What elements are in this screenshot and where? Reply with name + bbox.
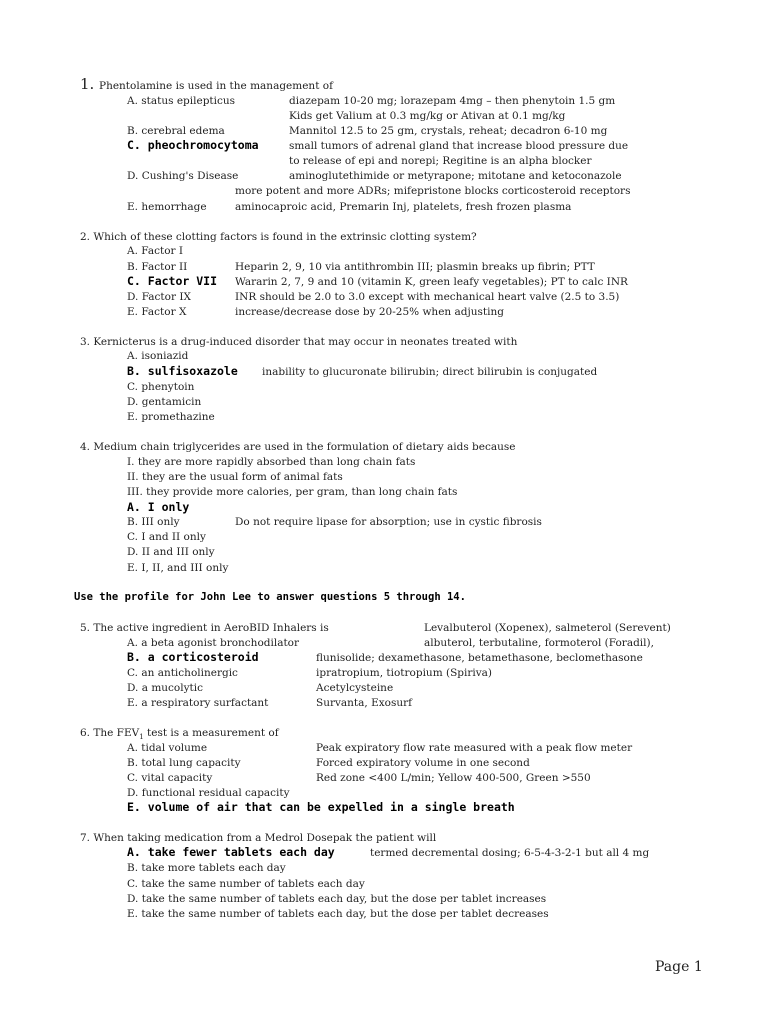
q1-note-a2: Kids get Valium at 0.3 mg/kg or Ativan at 0.1 mg/kg <box>289 110 566 122</box>
q1-note-e: aminocaproic acid, Premarin Inj, platelets, fresh frozen plasma <box>235 201 572 213</box>
q1-option-e: E. hemorrhage <box>127 201 207 213</box>
q3-option-d: D. gentamicin <box>127 396 202 408</box>
q1-option-a: A. status epilepticus <box>127 95 236 107</box>
q6-stem-subscript: 1 <box>139 733 144 742</box>
q6-option-e-answer: E. volume of air that can be expelled in a single breath <box>127 800 515 814</box>
q5-stem-note: Levalbuterol (Xopenex), salmeterol (Serevent) <box>424 622 671 634</box>
q4-statement-i: I. they are more rapidly absorbed than long chain fats <box>127 456 416 468</box>
q5-note-d: Acetylcysteine <box>316 682 394 694</box>
q4-statement-iii: III. they provide more calories, per gram, than long chain fats <box>127 486 458 498</box>
q5-note-c: ipratropium, tiotropium (Spiriva) <box>316 667 493 679</box>
question-3-stem: 3. Kernicterus is a drug-induced disorder that may occur in neonates treated with <box>80 336 518 348</box>
question-2-stem: 2. Which of these clotting factors is found in the extrinsic clotting system? <box>80 231 477 243</box>
question-1-stem: Phentolamine is used in the management of <box>99 80 333 92</box>
q7-option-c: C. take the same number of tablets each day <box>127 878 365 890</box>
q3-option-a: A. isoniazid <box>127 350 189 362</box>
q3-option-c: C. phenytoin <box>127 381 195 393</box>
q2-option-c-answer: C. Factor VII <box>127 274 218 288</box>
q2-note-e: increase/decrease dose by 20-25% when adjusting <box>235 306 504 318</box>
q6-note-a: Peak expiratory flow rate measured with a peak flow meter <box>316 742 633 754</box>
q7-option-a-answer: A. take fewer tablets each day <box>127 845 335 859</box>
question-4-stem: 4. Medium chain triglycerides are used in the formulation of dietary aids because <box>80 441 516 453</box>
q1-note-c1: small tumors of adrenal gland that increase blood pressure due <box>289 140 629 152</box>
q6-stem-pre: 6. The FEV <box>80 727 140 739</box>
q2-option-b: B. Factor II <box>127 261 188 273</box>
q7-option-e: E. take the same number of tablets each day, but the dose per tablet decreases <box>127 908 549 920</box>
q5-option-d: D. a mucolytic <box>127 682 203 694</box>
q1-note-d2: more potent and more ADRs; mifepristone blocks corticosteroid receptors <box>235 185 631 197</box>
q2-option-e: E. Factor X <box>127 306 187 318</box>
q2-note-c: Wararin 2, 7, 9 and 10 (vitamin K, green leafy vegetables); PT to calc INR <box>235 276 628 288</box>
q6-note-c: Red zone <400 L/min; Yellow 400-500, Green >550 <box>316 772 591 784</box>
q4-statement-ii: II. they are the usual form of animal fats <box>127 471 343 483</box>
q7-option-d: D. take the same number of tablets each day, but the dose per tablet increases <box>127 893 547 905</box>
q6-stem-post: test is a measurement of <box>143 727 279 739</box>
question-1-number: 1. <box>80 75 95 93</box>
q5-note-b: flunisolide; dexamethasone, betamethasone, beclomethasone <box>316 652 643 664</box>
q4-option-b: B. III only <box>127 516 180 528</box>
q4-option-c: C. I and II only <box>127 531 206 543</box>
q1-option-d: D. Cushing's Disease <box>127 170 239 182</box>
q1-option-b: B. cerebral edema <box>127 125 225 137</box>
q5-note-e: Survanta, Exosurf <box>316 697 413 709</box>
q7-option-b: B. take more tablets each day <box>127 862 286 874</box>
q4-option-d: D. II and III only <box>127 546 215 558</box>
q4-note-b: Do not require lipase for absorption; use in cystic fibrosis <box>235 516 542 528</box>
q1-note-b: Mannitol 12.5 to 25 gm, crystals, reheat; decadron 6-10 mg <box>289 125 608 137</box>
q6-option-a: A. tidal volume <box>127 742 208 754</box>
q1-note-a1: diazepam 10-20 mg; lorazepam 4mg – then phenytoin 1.5 gm <box>289 95 616 107</box>
q5-option-b-answer: B. a corticosteroid <box>127 650 259 664</box>
q3-option-e: E. promethazine <box>127 411 215 423</box>
q1-note-d1: aminoglutethimide or metyrapone; mitotane and ketoconazole <box>289 170 622 182</box>
q1-option-c-answer: C. pheochromocytoma <box>127 138 259 152</box>
q7-note-a: termed decremental dosing; 6-5-4-3-2-1 but all 4 mg <box>370 847 650 859</box>
q6-option-b: B. total lung capacity <box>127 757 241 769</box>
q5-option-e: E. a respiratory surfactant <box>127 697 269 709</box>
q4-option-a-answer: A. I only <box>127 500 190 514</box>
q5-option-a: A. a beta agonist bronchodilator <box>127 637 300 649</box>
q2-note-d: INR should be 2.0 to 3.0 except with mechanical heart valve (2.5 to 3.5) <box>235 291 620 303</box>
q3-note-b: inability to glucuronate bilirubin; direct bilirubin is conjugated <box>262 366 598 378</box>
q5-note-a: albuterol, terbutaline, formoterol (Foradil), <box>424 637 654 649</box>
profile-heading: Use the profile for John Lee to answer questions 5 through 14. <box>74 591 466 603</box>
q3-option-b-answer: B. sulfisoxazole <box>127 364 238 378</box>
q4-option-e: E. I, II, and III only <box>127 562 229 574</box>
q6-option-c: C. vital capacity <box>127 772 213 784</box>
question-5-stem: 5. The active ingredient in AeroBID Inhalers is <box>80 622 329 634</box>
q5-option-c: C. an anticholinergic <box>127 667 238 679</box>
page-number: Page 1 <box>655 959 703 975</box>
question-7-stem: 7. When taking medication from a Medrol Dosepak the patient will <box>80 832 437 844</box>
q2-option-d: D. Factor IX <box>127 291 191 303</box>
q2-option-a: A. Factor I <box>127 245 184 257</box>
q1-note-c2: to release of epi and norepi; Regitine is an alpha blocker <box>289 155 592 167</box>
q2-note-b: Heparin 2, 9, 10 via antithrombin III; plasmin breaks up fibrin; PTT <box>235 261 595 273</box>
q6-option-d: D. functional residual capacity <box>127 787 290 799</box>
q6-note-b: Forced expiratory volume in one second <box>316 757 530 769</box>
